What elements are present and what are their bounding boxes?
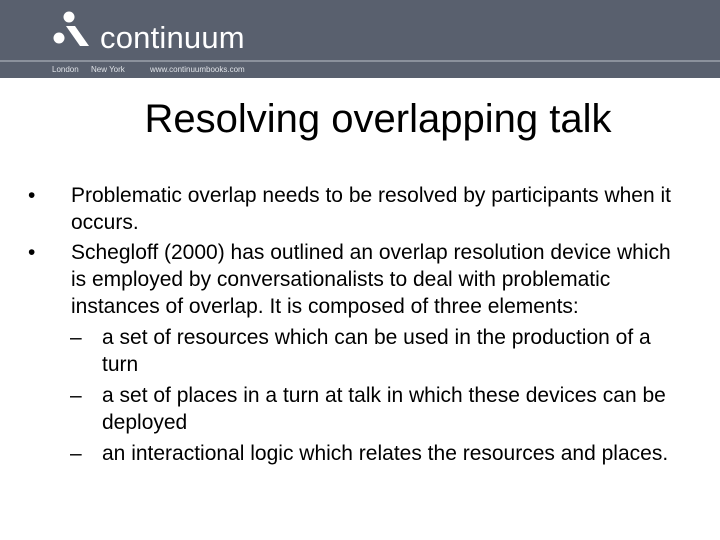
- bullet-text: Problematic overlap needs to be resolved by participants when it occurs.: [71, 184, 671, 234]
- bullet-mark: •: [28, 241, 36, 264]
- sub-bullet-item: [28, 324, 678, 378]
- sub-bullet-item: [28, 382, 678, 436]
- bullet-mark: •: [28, 184, 36, 207]
- bullet-item: [28, 182, 678, 236]
- website-link[interactable]: www.continuumbooks.com: [150, 65, 245, 74]
- sub-bullet-mark: –: [70, 442, 82, 465]
- location-new-york: New York: [91, 65, 125, 74]
- bullet-item: [28, 239, 678, 320]
- slide-body: [28, 182, 678, 467]
- publisher-header: [0, 0, 720, 78]
- sub-bullet-mark: –: [70, 326, 82, 349]
- sub-bullet-mark: –: [70, 384, 82, 407]
- header-divider: [0, 60, 720, 62]
- sub-bullet-item: [28, 440, 678, 467]
- bullet-text: Schegloff (2000) has outlined an overlap resolution device which is employed by conversationalists to deal with problematic instances of overlap. It is composed of three elements:: [71, 241, 671, 318]
- brand-name: continuum: [100, 20, 245, 55]
- location-london: London: [52, 65, 79, 74]
- sub-bullet-text: a set of places in a turn at talk in which these devices can be deployed: [102, 384, 666, 434]
- sub-bullet-text: an interactional logic which relates the resources and places.: [102, 442, 669, 465]
- sub-bullet-text: a set of resources which can be used in the production of a turn: [102, 326, 651, 376]
- sub-bullet-list: [28, 324, 678, 467]
- slide-title: Resolving overlapping talk: [144, 97, 612, 141]
- continuum-logo-icon: [52, 10, 92, 50]
